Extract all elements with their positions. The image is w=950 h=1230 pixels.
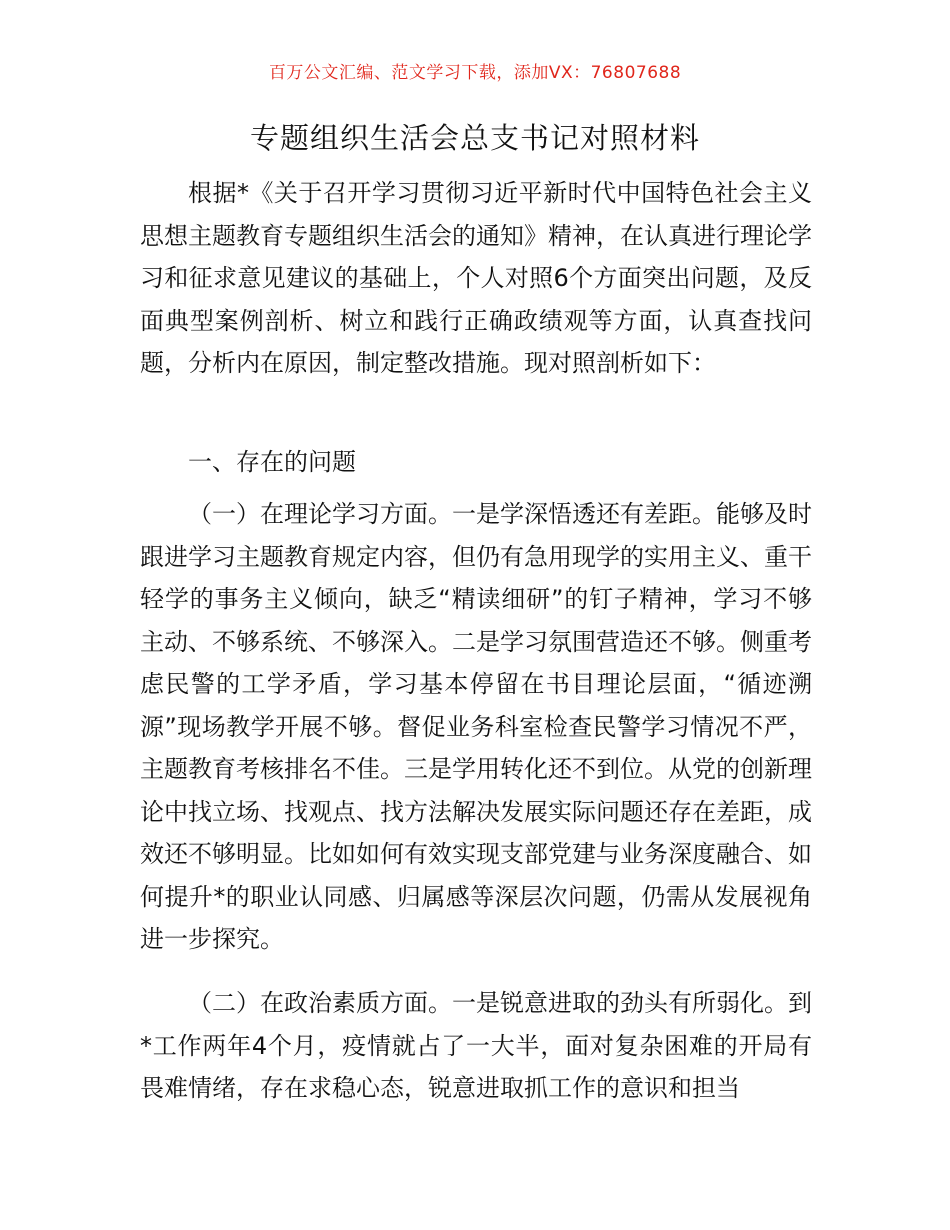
document-title: 专题组织生活会总支书记对照材料 — [249, 121, 700, 155]
intro-paragraph: 根据*《关于召开学习贯彻习近平新时代中国特色社会主义思想主题教育专题组织生活会的通知》精神，在认真进行理论学习和征求意见建议的基础上，个人对照6个方面突出问题，及反面典型案例剖析、树立和践行正确政绩观等方面，认真查找问题，分析内在原因，制定整改措施。现对照剖析如下： — [140, 179, 812, 377]
political-quality-paragraph: （二）在政治素质方面。一是锐意进取的劲头有所弱化。到*工作两年4个月，疫情就占了一大半，面对复杂困难的开局有畏难情绪，存在求稳心态，锐意进取抓工作的意识和担当 — [140, 989, 812, 1102]
watermark-banner: 百万公文汇编、范文学习下载，添加VX：76807688 — [268, 63, 682, 83]
theory-study-paragraph: （一）在理论学习方面。一是学深悟透还有差距。能够及时跟进学习主题教育规定内容，但仍有急用现学的实用主义、重干轻学的事务主义倾向，缺乏“精读细研”的钉子精神，学习不够主动、不够系统、不够深入。二是学习氛围营造还不够。侧重考虑民警的工学矛盾，学习基本停留在书目理论层面，“循迹溯源”现场教学开展不够。督促业务科室检查民警学习情况不严，主题教育考核排名不佳。三是学用转化还不到位。从党的创新理论中找立场、找观点、找方法解决发展实际问题还存在差距，成效还不够明显。比如如何有效实现支部党建与业务深度融合、如何提升*的职业认同感、归属感等深层次问题，仍需从发展视角进一步探究。 — [140, 500, 812, 953]
section-heading: 一、存在的问题 — [188, 448, 356, 476]
